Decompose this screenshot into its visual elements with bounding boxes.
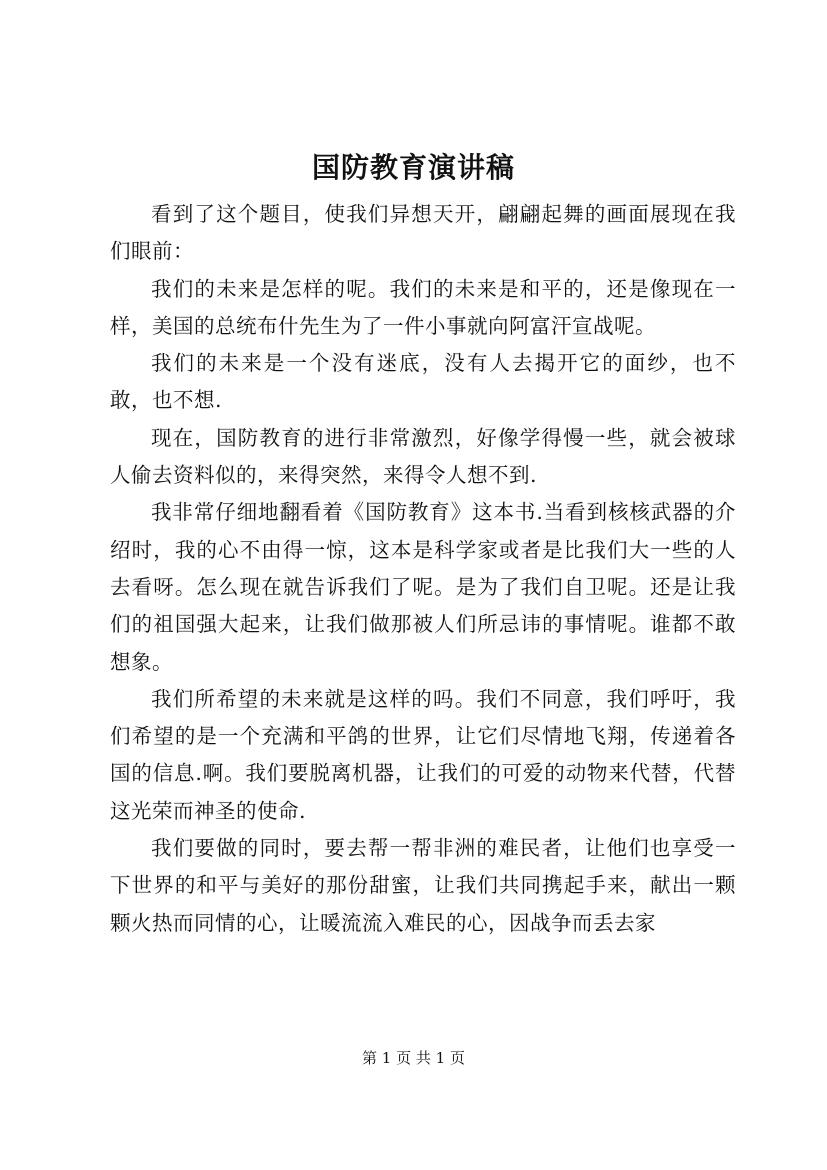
paragraph: 我们所希望的未来就是这样的吗。我们不同意，我们呼吁，我们希望的是一个充满和平鸽的世界，让它们尽情地飞翔，传递着各国的信息.啊。我们要脱离机器，让我们的可爱的动物来代替，代替这光荣而神圣的使命. bbox=[110, 686, 736, 823]
document-title: 国防教育演讲稿 bbox=[311, 151, 515, 184]
paragraph: 现在，国防教育的进行非常激烈，好像学得慢一些，就会被球人偷去资料似的，来得突然，来得令人想不到. bbox=[110, 425, 736, 488]
paragraph: 我非常仔细地翻看着《国防教育》这本书.当看到核核武器的介绍时，我的心不由得一惊，这本是科学家或者是比我们大一些的人去看呀。怎么现在就告诉我们了呢。是为了我们自卫呢。还是让我们的祖国强大起来，让我们做那被人们所忌讳的事情呢。谁都不敢想象。 bbox=[110, 500, 736, 674]
paragraph: 我们的未来是怎样的呢。我们的未来是和平的，还是像现在一样，美国的总统布什先生为了一件小事就向阿富汗宣战呢。 bbox=[110, 276, 736, 338]
paragraph: 看到了这个题目，使我们异想天开，翩翩起舞的画面展现在我们眼前： bbox=[110, 202, 736, 264]
paragraph: 我们的未来是一个没有迷底，没有人去揭开它的面纱，也不敢，也不想. bbox=[110, 351, 736, 413]
paragraph: 我们要做的同时，要去帮一帮非洲的难民者，让他们也享受一下世界的和平与美好的那份甜蜜，让我们共同携起手来，献出一颗颗火热而同情的心，让暖流流入难民的心，因战争而丢去家 bbox=[110, 836, 736, 935]
page-number-footer: 第 1 页 共 1 页 bbox=[362, 1049, 465, 1067]
document-body bbox=[110, 196, 736, 942]
